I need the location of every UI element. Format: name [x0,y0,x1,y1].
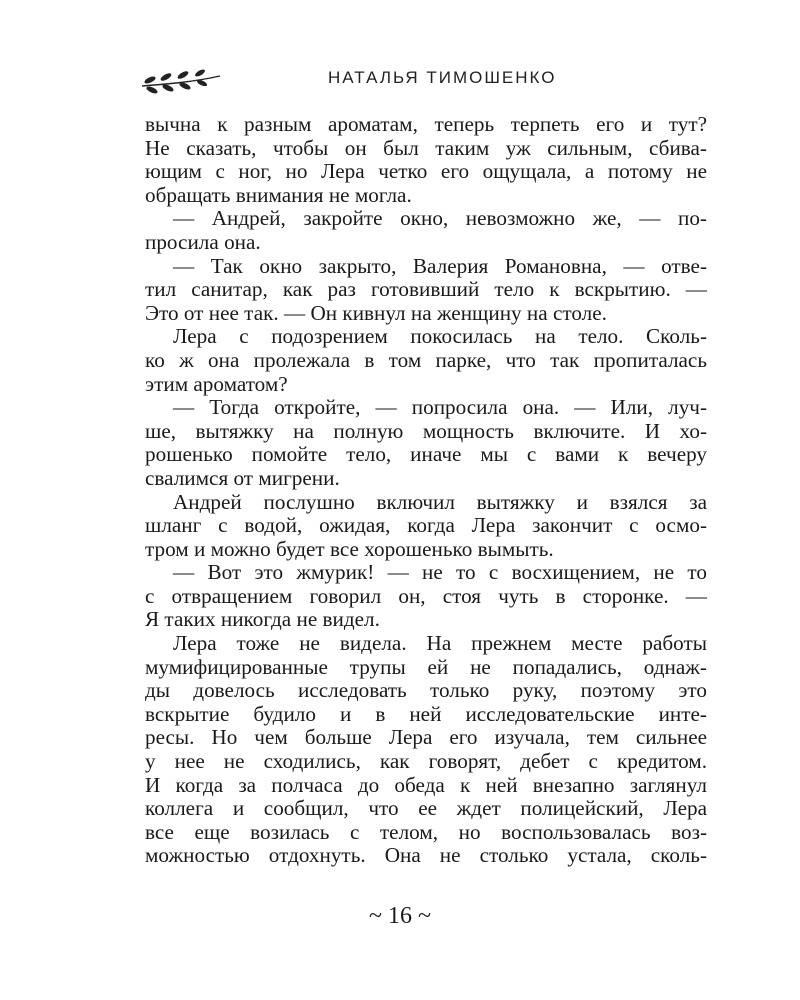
text-line: ды довелось исследовать только руку, поэтому это [145,678,707,703]
text-line: Я таких никогда не видел. [145,607,380,632]
text-line: этим ароматом? [145,371,288,396]
running-header [138,64,698,98]
text-line: коллега и сообщил, что ее ждет полицейский, Лера [145,796,707,821]
text-line: — Так окно закрыто, Валерия Романовна, — отве- [173,253,707,278]
text-line: с отвращением говорил он, стоя чуть в сторонке. — [145,583,707,608]
text-line: просила она. [145,229,261,254]
text-line: ресы. Но чем больше Лера его изучала, тем сильнее [145,725,707,750]
text-line: — Вот это жмурик! — не то с восхищением, не то [173,560,707,585]
text-line: все еще возилась с телом, но воспользовалась воз- [145,819,707,844]
text-line: у нее не сходились, как говорят, дебет с кредитом. [145,749,707,774]
text-line: ющим с ног, но Лера четко его ощущала, а потому не [145,159,707,184]
text-line: И когда за полчаса до обеда к ней внезапно заглянул [145,772,707,797]
page-number: ~ 16 ~ [369,903,431,929]
text-line: свалимся от мигрени. [145,465,340,490]
text-line: мумифицированные трупы ей не попадались, однаж- [145,654,707,679]
author-name: НАТАЛЬЯ ТИМОШЕНКО [328,68,557,87]
text-line: вычна к разным ароматам, теперь терпеть его и тут? [145,112,707,136]
text-line: Не сказать, чтобы он был таким уж сильным, сбива- [145,135,707,160]
text-line: — Тогда откройте, — попросила она. — Или, луч- [173,395,707,420]
text-line: тром и можно будет все хорошенько вымыть. [145,536,554,561]
text-line: Андрей послушно включил вытяжку и взялся за [173,489,707,514]
text-line: тил санитар, как раз готовивший тело к вскрытию. — [145,277,707,302]
text-line: вскрытие будило и в ней исследовательские инте- [145,701,707,726]
text-line: Лера тоже не видела. На прежнем месте работы [173,631,707,656]
leaf-branch-icon [138,64,224,98]
text-line: шланг с водой, ожидая, когда Лера закончит с осмо- [145,513,707,538]
text-line: — Андрей, закройте окно, невозможно же, — по- [173,206,707,231]
text-line: рошенько помойте тело, иначе мы с вами к вечеру [145,442,707,467]
text-line: Лера с подозрением покосилась на тело. Сколь- [173,324,707,349]
text-line: Это от нее так. — Он кивнул на женщину на столе. [145,300,607,325]
text-line: обращать внимания не могла. [145,182,412,207]
text-line: ше, вытяжку на полную мощность включите. И хо- [145,418,707,443]
body-text [145,113,707,868]
text-line: ко ж она пролежала в том парке, что так пропиталась [145,347,707,372]
text-line: можностью отдохнуть. Она не столько устала, сколь- [145,843,707,868]
